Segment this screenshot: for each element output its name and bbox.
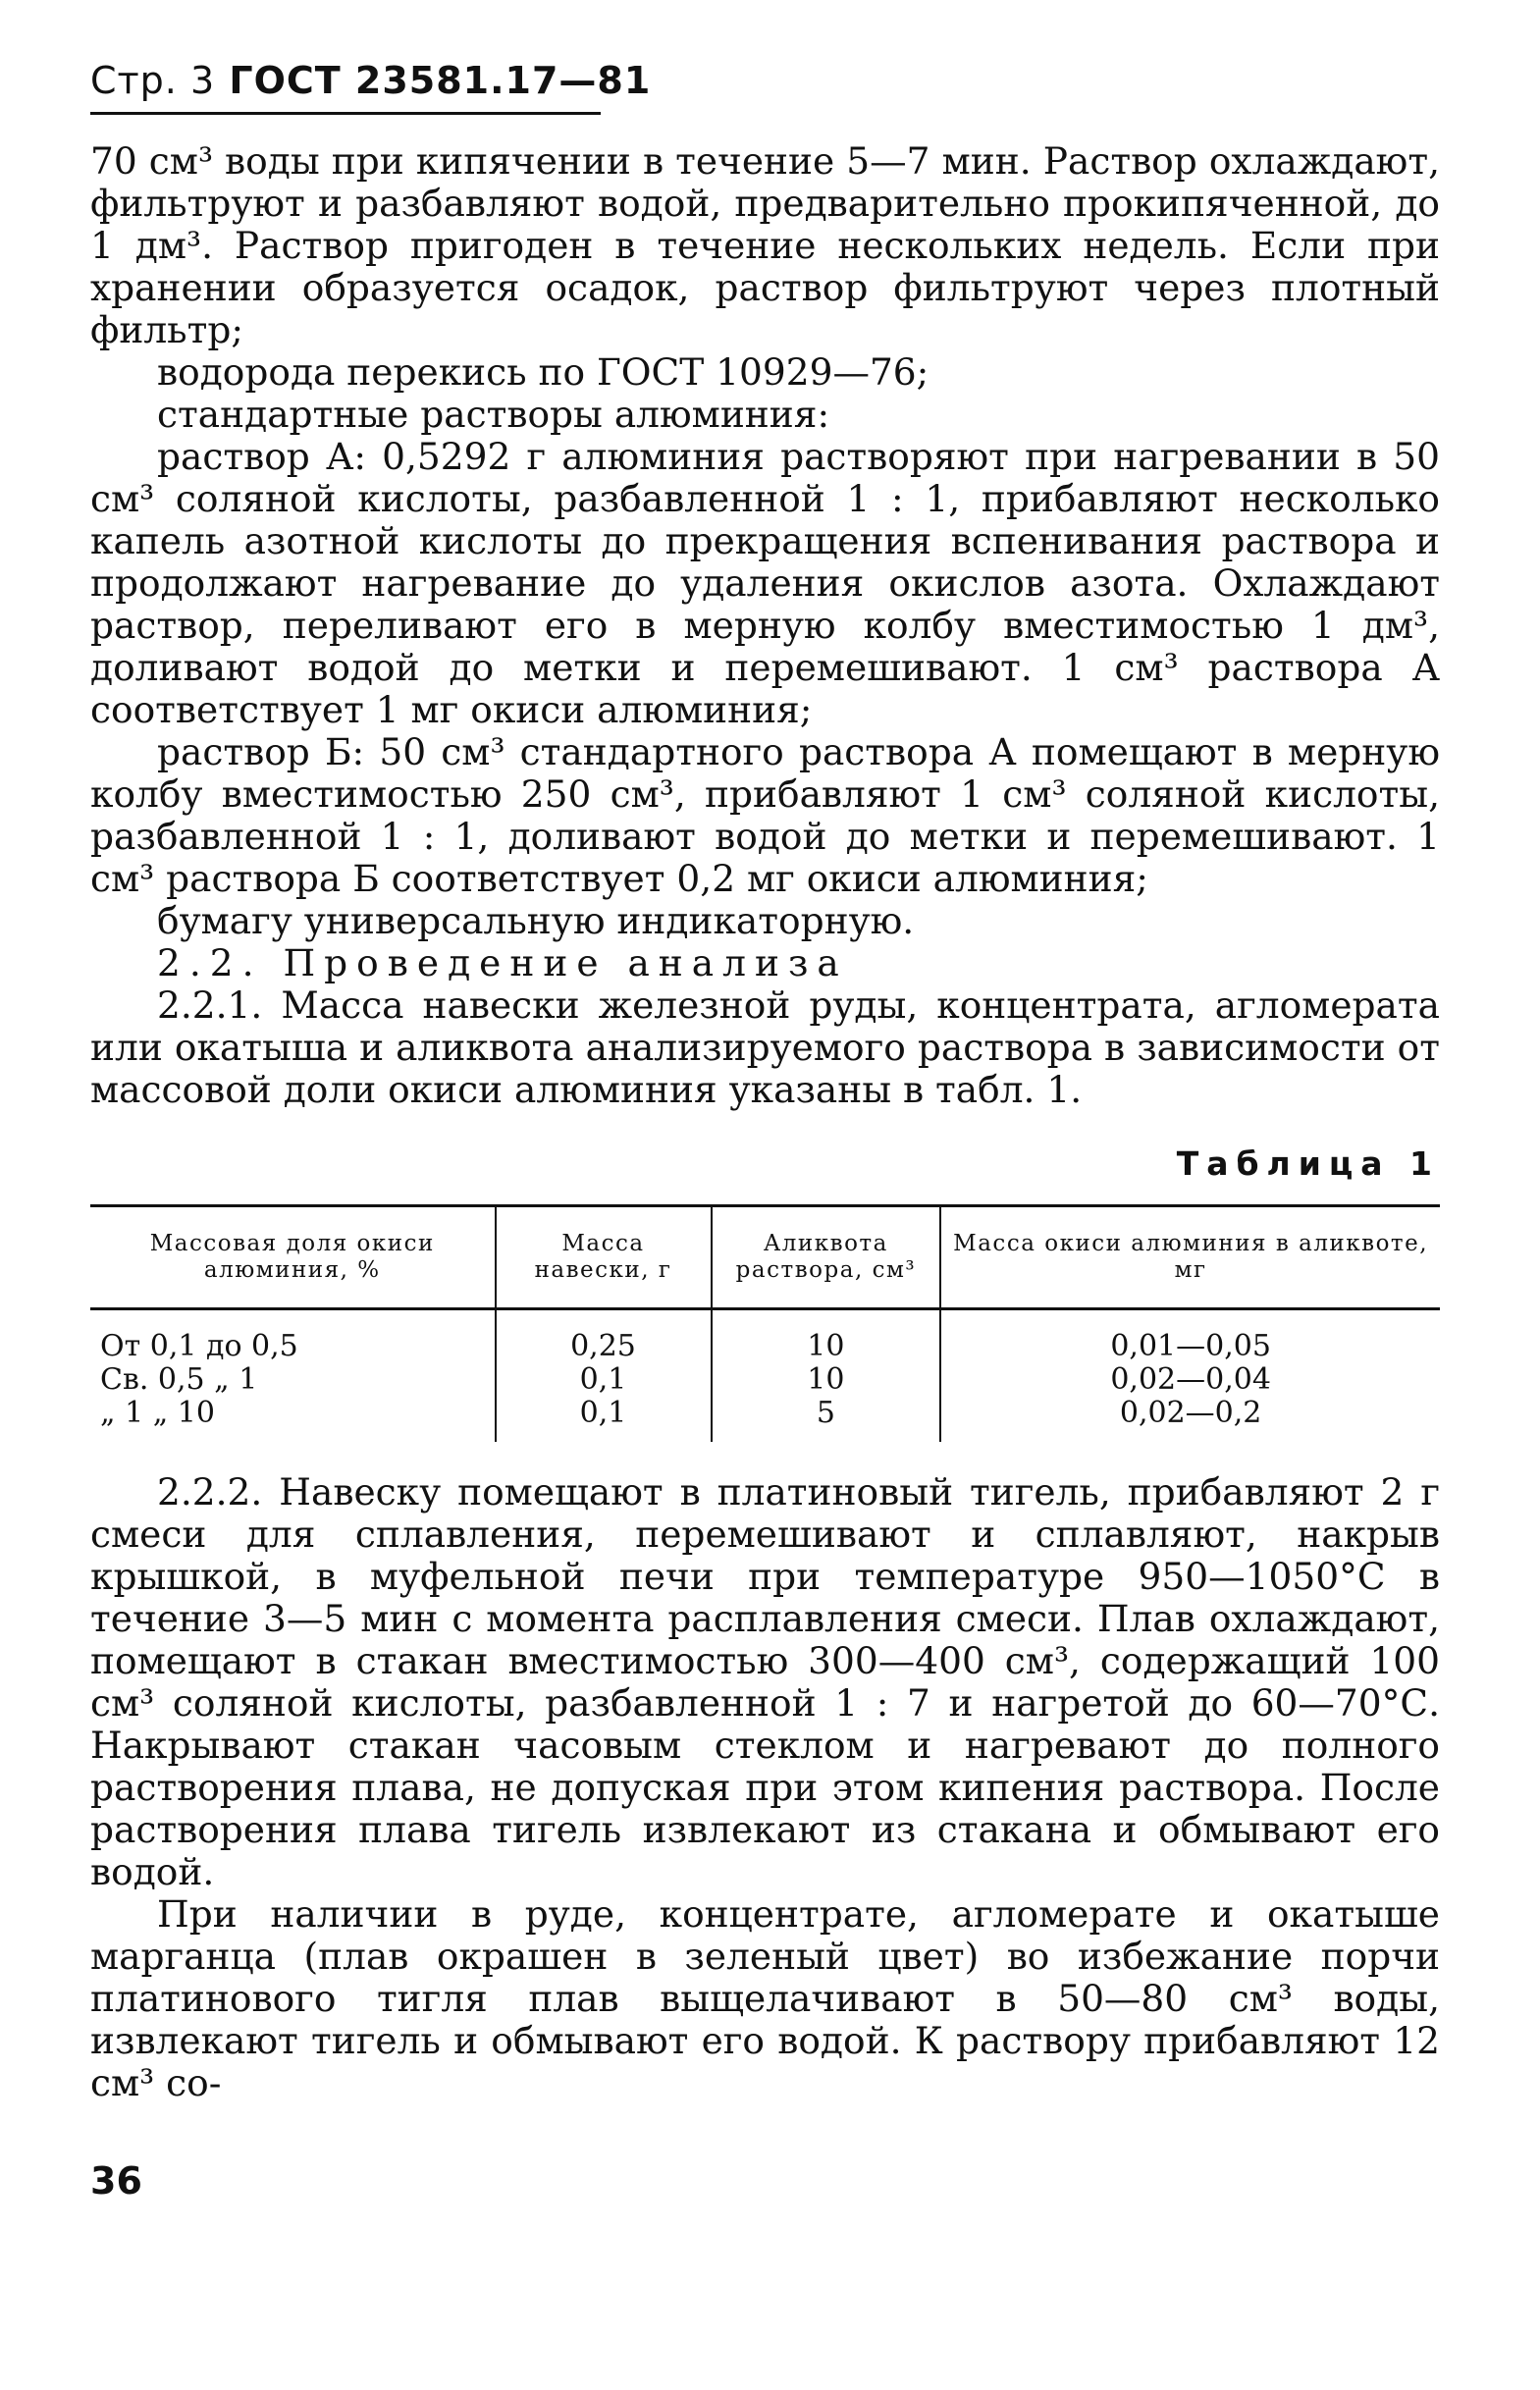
table-cell: 5 (712, 1397, 941, 1442)
page-number: 36 (90, 2159, 142, 2203)
header-cell: Масса окиси алюминия в аликвоте, мг (940, 1206, 1440, 1309)
after-table-text (90, 1471, 1440, 2104)
section-heading: 2.2. Проведение анализа (157, 941, 848, 984)
paragraph-7: 2.2.1. Масса навески железной руды, концентрата, агломерата или окатыша и аликвота анализируемого раствора в зависимости от массовой доли окиси алюминия указаны в табл. 1. (90, 983, 1440, 1111)
running-header (90, 59, 652, 115)
table-cell: 0,02—0,04 (940, 1363, 1440, 1397)
header-cell: Массовая доля окиси алюминия, % (90, 1206, 496, 1309)
table-cell: 0,1 (496, 1397, 712, 1442)
table-cell: 0,1 (496, 1363, 712, 1397)
paragraph-8: 2.2.2. Навеску помещают в платиновый тигель, прибавляют 2 г смеси для сплавления, перемешивают и сплавляют, накрыв крышкой, в муфельной печи при температуре 950—1050°С в течение 3—5 мин с момента расплавления смеси. Плав охлаждают, помещают в стакан вместимостью 300—400 см³, содержащий 100 см³ соляной кислоты, разбавленной 1 : 7 и нагретой до 60—70°С. Накрывают стакан часовым стеклом и нагревают до полного растворения плава, не допуская при этом кипения раствора. После растворения плава тигель извлекают из стакана и обмывают его водой. (90, 1470, 1440, 1893)
table-header-row (90, 1206, 1440, 1309)
paragraph-1: 70 см³ воды при кипячении в течение 5—7 мин. Раствор охлаждают, фильтруют и разбавляют водой, предварительно прокипяченной, до 1 дм³. Раствор пригоден в течение нескольких недель. Если при хранении образуется осадок, раствор фильтруют через плотный фильтр; (90, 139, 1440, 351)
page-prefix: Стр. 3 (90, 59, 216, 102)
table-cell: 0,01—0,05 (940, 1309, 1440, 1364)
table-cell: 10 (712, 1309, 941, 1364)
paragraph-6: бумагу универсальную индикаторную. (157, 899, 915, 942)
paragraph-9: При наличии в руде, концентрате, агломерате и окатыше марганца (плав окрашен в зеленый цвет) во избежание порчи платинового тигля плав выщелачивают в 50—80 см³ воды, извлекают тигель и обмывают его водой. К раствору прибавляют 12 см³ со- (90, 1892, 1440, 2104)
data-table (90, 1204, 1440, 1442)
table-caption: Таблица 1 (1176, 1144, 1440, 1183)
table-row (90, 1309, 1440, 1364)
table-cell: 0,02—0,2 (940, 1397, 1440, 1442)
paragraph-3: стандартные растворы алюминия: (157, 393, 830, 436)
paragraph-5: раствор Б: 50 см³ стандартного раствора А помещают в мерную колбу вместимостью 250 см³, прибавляют 1 см³ соляной кислоты, разбавленной 1 : 1, доливают водой до метки и перемешивают. 1 см³ раствора Б соответствует 0,2 мг окиси алюминия; (90, 730, 1440, 900)
document-page (90, 59, 1440, 2104)
header-cell: Аликвота раствора, см³ (712, 1206, 941, 1309)
header-cell: Масса навески, г (496, 1206, 712, 1309)
standard-number: ГОСТ 23581.17—81 (229, 59, 652, 102)
paragraph-2: водорода перекись по ГОСТ 10929—76; (157, 350, 929, 394)
table-cell: 10 (712, 1363, 941, 1397)
body-text (90, 140, 1440, 2104)
table-cell: 0,25 (496, 1309, 712, 1364)
table-cell: „ 1 „ 10 (100, 1396, 215, 1430)
table-row (90, 1397, 1440, 1442)
table-cell: Св. 0,5 „ 1 (100, 1362, 258, 1397)
table-cell: От 0,1 до 0,5 (100, 1329, 298, 1363)
paragraph-4: раствор А: 0,5292 г алюминия растворяют при нагревании в 50 см³ соляной кислоты, разбавленной 1 : 1, прибавляют несколько капель азотной кислоты до прекращения вспенивания раствора и продолжают нагревание до удаления окислов азота. Охлаждают раствор, переливают его в мерную колбу вместимостью 1 дм³, доливают водой до метки и перемешивают. 1 см³ раствора А соответствует 1 мг окиси алюминия; (90, 435, 1440, 731)
table-row (90, 1363, 1440, 1397)
